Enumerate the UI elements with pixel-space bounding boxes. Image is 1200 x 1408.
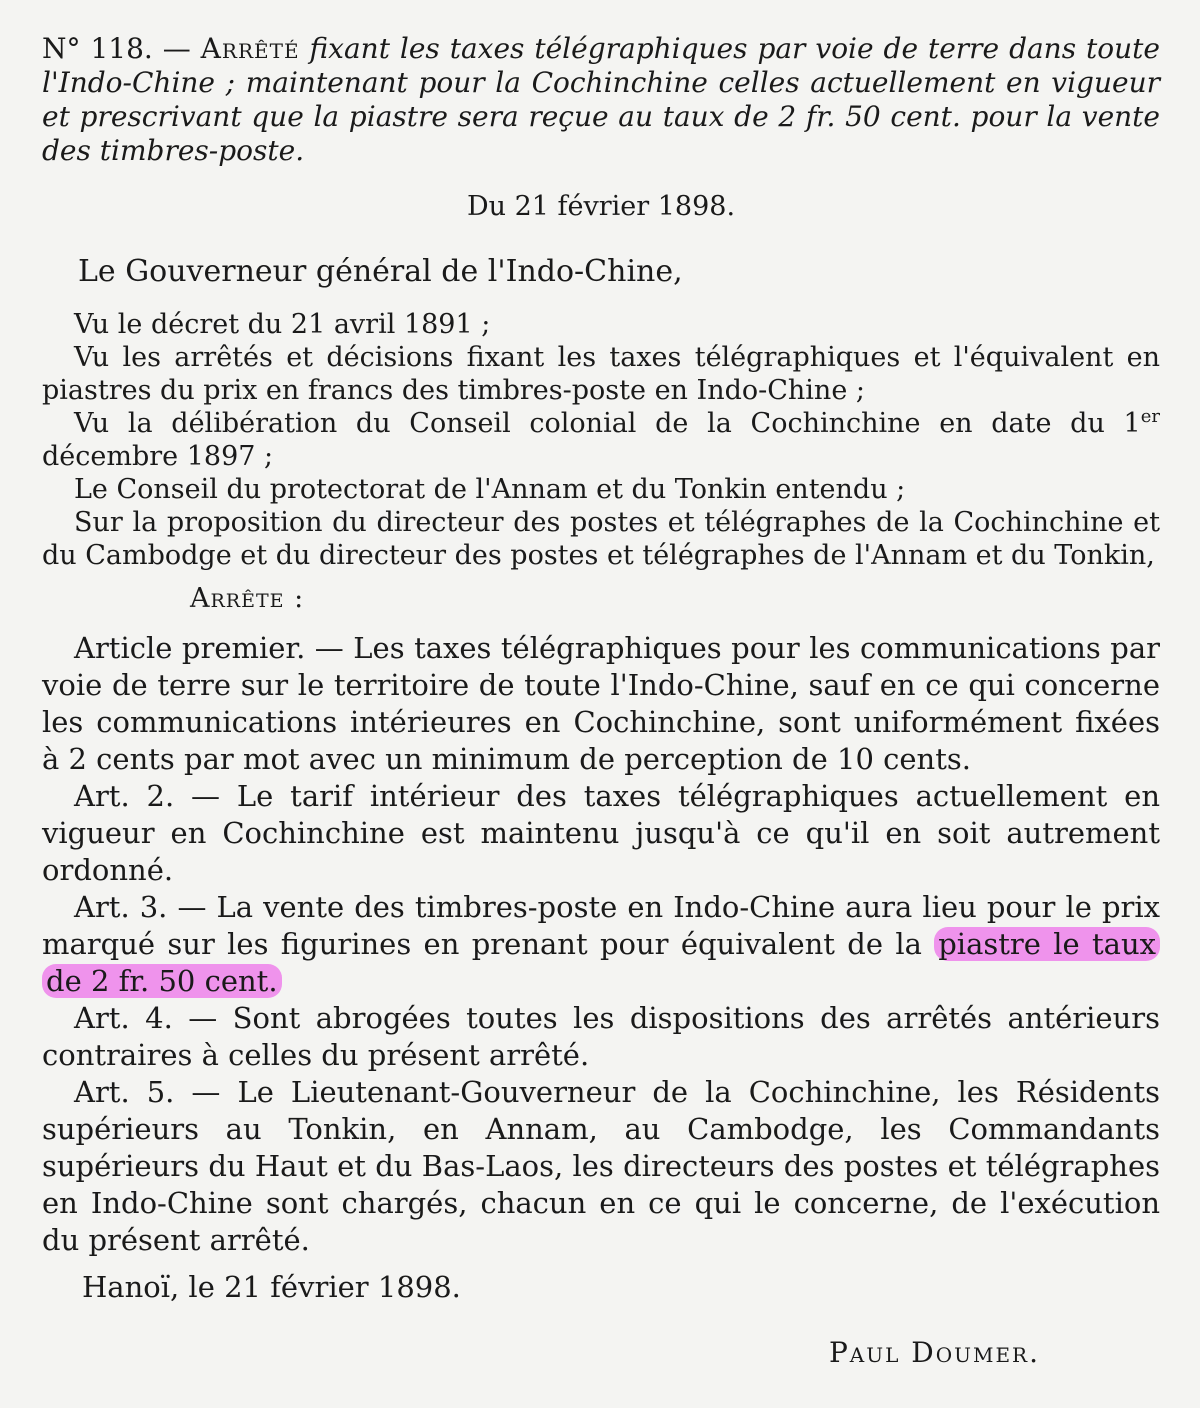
recital-deliberation — [42, 407, 1160, 473]
recital-decree: Vu le décret du 21 avril 1891 ; — [74, 309, 491, 340]
article-3 — [42, 889, 1160, 1000]
article-3-text: Art. 3. — La vente des timbres-poste en Indo-Chine aura lieu pour le prix marqué sur les figurines en prenant pour équivalent de la — [42, 890, 1160, 961]
recitals — [42, 308, 1160, 572]
article-premier: Article premier. — Les taxes télégraphiques pour les communications par voie de terre sur le territoire de toute l'Indo-Chine, sauf en ce qui concerne les communications intérieures en Cochinchine, sont uniformément fixées à 2 cents par mot avec un minimum de perception de 10 cents. — [42, 631, 1160, 776]
articles — [42, 630, 1160, 1259]
decree-heading — [42, 32, 1160, 168]
recital-deliberation-after: décembre 1897 ; — [42, 441, 274, 472]
highlighted-text: piastre le taux de 2 fr. 50 cent. — [42, 927, 1160, 998]
recital-deliberation-before: Vu la délibération du Conseil colonial de la Cochinchine en date du 1 — [74, 408, 1141, 439]
article-2: Art. 2. — Le tarif intérieur des taxes télégraphiques actuellement en vigueur en Cochinchine est maintenu jusqu'à ce qu'il en soit autrement ordonné. — [42, 779, 1160, 887]
recital-deliberation-sup: er — [1140, 406, 1160, 427]
decree-date: Du 21 février 1898. — [466, 191, 736, 222]
article-5: Art. 5. — Le Lieutenant-Gouverneur de la Cochinchine, les Résidents supérieurs au Tonkin, en Annam, au Cambodge, les Commandants supérieurs du Haut et du Bas-Laos, les directeurs des postes et télégraphes en Indo-Chine sont chargés, chacun en ce qui le concerne, de l'exécution du présent arrêté. — [42, 1075, 1160, 1257]
closing-place-date: Hanoï, le 21 février 1898. — [82, 1270, 461, 1304]
signature: Paul Doumer. — [828, 1336, 1040, 1369]
decree-title: fixant les taxes télégraphiques par voie de terre dans toute l'Indo-Chine ; maintenant pour la Cochinchine celles actuellement en vigueur et prescrivant que la piastre sera reçue au taux de 2 fr. 50 cent. pour la vente des timbres-poste. — [42, 32, 1160, 167]
recital-arretes: Vu les arrêtés et décisions fixant les taxes télégraphiques et l'équivalent en piastres du prix en francs des timbres-poste en Indo-Chine ; — [42, 342, 1160, 406]
article-4: Art. 4. — Sont abrogées toutes les dispositions des arrêtés antérieurs contraires à celles du présent arrêté. — [42, 1001, 1160, 1072]
arrete-heading: Arrête : — [190, 583, 305, 614]
issuer-line: Le Gouverneur général de l'Indo-Chine, — [78, 254, 683, 289]
decree-keyword: Arrêté — [200, 32, 300, 65]
decree-number: N° 118. — — [42, 32, 201, 65]
recital-proposition: Sur la proposition du directeur des postes et télégraphes de la Cochinchine et du Cambodge et du directeur des postes et télégraphes de l'Annam et du Tonkin, — [42, 507, 1160, 571]
recital-conseil: Le Conseil du protectorat de l'Annam et du Tonkin entendu ; — [74, 474, 906, 505]
